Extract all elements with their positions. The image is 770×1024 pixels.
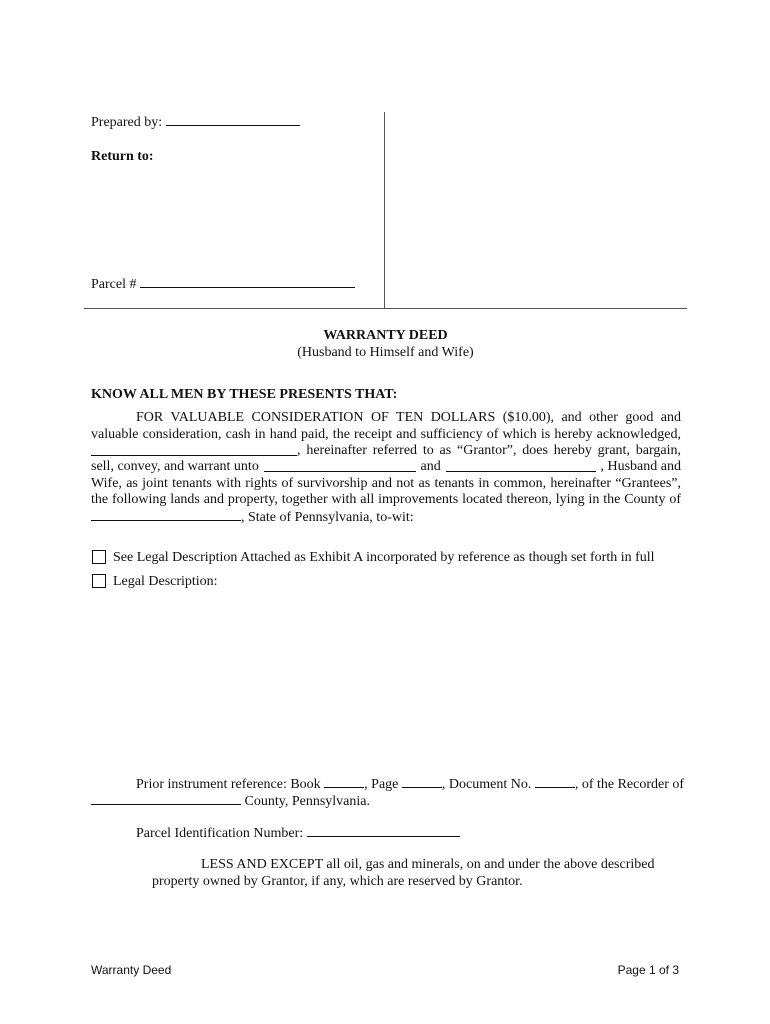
prior-reference-d: , of the Recorder of xyxy=(574,777,685,792)
less-except-line-1: LESS AND EXCEPT all oil, gas and minerals, on and under the above described xyxy=(201,857,655,872)
county-field[interactable] xyxy=(91,508,241,521)
prior-reference-line-1 xyxy=(136,775,684,793)
book-field[interactable] xyxy=(324,775,364,788)
legal-description-checkbox[interactable] xyxy=(92,574,106,588)
footer-title: Warranty Deed xyxy=(91,963,172,977)
exhibit-a-label: See Legal Description Attached as Exhibit A incorporated by reference as though set forth in full xyxy=(113,550,655,565)
deed-title: WARRANTY DEED xyxy=(323,328,448,343)
header-divider-vertical xyxy=(384,112,385,308)
body-line-4-b: and xyxy=(420,459,441,474)
document-no-field[interactable] xyxy=(535,775,575,788)
parcel-id-label: Parcel Identification Number: xyxy=(136,826,304,841)
grantor-name-field[interactable] xyxy=(91,443,297,456)
deed-subtitle: (Husband to Himself and Wife) xyxy=(297,345,474,360)
body-line-3-text: , hereinafter referred to as “Grantor”, does hereby grant, bargain, xyxy=(297,443,681,458)
body-line-3 xyxy=(91,443,681,459)
prior-reference-c: , Document No. xyxy=(441,777,532,792)
page-field[interactable] xyxy=(402,775,442,788)
prior-reference-line-2 xyxy=(91,792,370,810)
prior-reference-e: County, Pennsylvania. xyxy=(244,794,370,809)
header-divider-horizontal xyxy=(84,308,687,309)
body-line-7 xyxy=(91,508,414,526)
prepared-by-field[interactable] xyxy=(166,113,300,126)
prior-reference-b: , Page xyxy=(364,777,399,792)
body-line-4 xyxy=(91,459,681,475)
parcel-id-field[interactable] xyxy=(307,824,460,837)
footer-page-number: Page 1 of 3 xyxy=(617,963,679,977)
legal-description-label: Legal Description: xyxy=(113,574,218,589)
less-except-line-2: property owned by Grantor, if any, which are reserved by Grantor. xyxy=(152,874,523,889)
body-line-4-a: sell, convey, and warrant unto xyxy=(91,459,259,474)
body-line-5: Wife, as joint tenants with rights of survivorship and not as tenants in common, hereinafter “Grantees”, xyxy=(91,476,681,491)
prior-reference-a: Prior instrument reference: Book xyxy=(136,777,321,792)
prepared-by-label: Prepared by: xyxy=(91,115,163,130)
parcel-field[interactable] xyxy=(140,275,355,288)
parcel-label: Parcel # xyxy=(91,277,137,292)
body-line-7-text: , State of Pennsylvania, to-wit: xyxy=(241,510,414,525)
body-line-4-c: , Husband and xyxy=(600,459,681,474)
body-line-2: valuable consideration, cash in hand paid, the receipt and sufficiency of which is hereby acknowledged, xyxy=(91,427,681,442)
exhibit-a-checkbox[interactable] xyxy=(92,550,106,564)
parcel-id-row xyxy=(136,824,460,842)
intro-heading: KNOW ALL MEN BY THESE PRESENTS THAT: xyxy=(91,387,398,402)
parcel-row xyxy=(91,275,355,293)
grantee-1-field[interactable] xyxy=(264,459,416,472)
recorder-county-field[interactable] xyxy=(91,792,241,805)
grantee-2-field[interactable] xyxy=(446,459,596,472)
body-line-1: FOR VALUABLE CONSIDERATION OF TEN DOLLARS ($10.00), and other good and xyxy=(136,410,681,425)
return-to-label: Return to: xyxy=(91,149,154,164)
prepared-by-row xyxy=(91,113,300,131)
body-line-6: the following lands and property, together with all improvements located thereon, lying in the County of xyxy=(91,492,681,507)
